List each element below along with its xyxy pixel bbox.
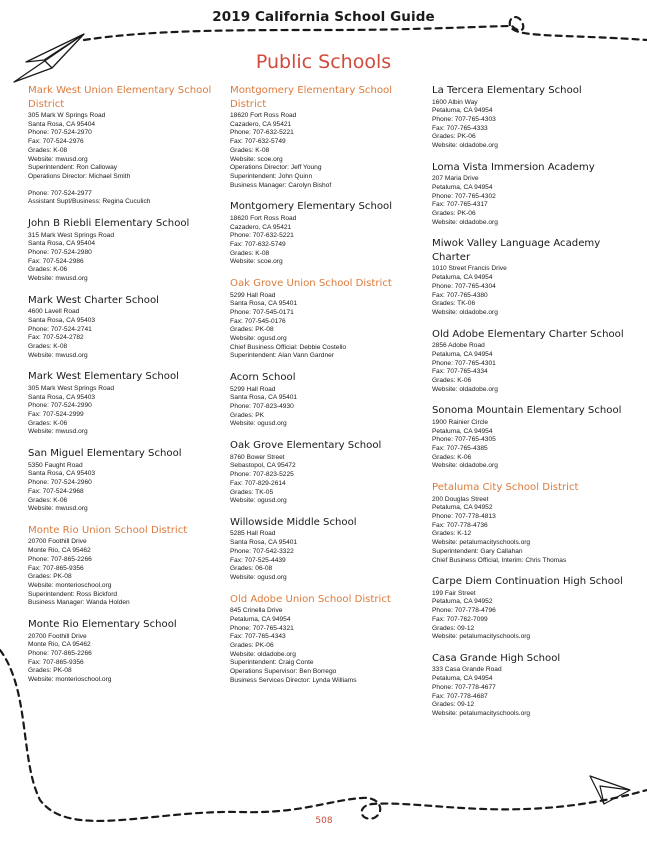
detail-line: Santa Rosa, CA 95401 (230, 539, 298, 547)
detail-line: Website: oldadobe.org (230, 650, 296, 658)
detail-line: Fax: 707-765-4380 (432, 291, 488, 299)
detail-line: Santa Rosa, CA 95404 (28, 240, 96, 248)
detail-line: Website: oldadobe.org (432, 142, 498, 150)
spacer (28, 182, 224, 190)
detail-line: Superintendent: Craig Conte (230, 659, 314, 667)
detail-line: Website: mwusd.org (28, 505, 88, 513)
school-entry (28, 447, 224, 514)
detail-line: Santa Rosa, CA 95401 (230, 394, 298, 402)
detail-line: Superintendent: Ross Bickford (28, 590, 118, 598)
detail-line: Grades: PK-08 (28, 573, 72, 581)
school-entry (28, 217, 224, 284)
detail-line: Website: petalumacityschools.org (432, 633, 531, 641)
detail-line: 8760 Bower Street (230, 453, 285, 461)
page-number: 508 (315, 816, 333, 826)
detail-line: 20700 Foothill Drive (28, 538, 87, 546)
detail-line: Cazadero, CA 95421 (230, 120, 292, 128)
detail-line: 207 Maria Drive (432, 175, 479, 183)
guide-title: 2019 California School Guide (212, 9, 435, 25)
detail-line: 845 Crinella Drive (230, 607, 283, 615)
column-1 (28, 84, 224, 695)
detail-line: 333 Casa Grande Road (432, 666, 502, 674)
detail-line: Grades: K-08 (230, 146, 270, 154)
detail-line: 199 Fair Street (432, 589, 476, 597)
district-name: Petaluma City School District (432, 482, 579, 494)
school-entry (230, 516, 426, 583)
detail-line: Grades: K-08 (28, 343, 68, 351)
school-name: Mark West Charter School (28, 294, 159, 306)
detail-line: Phone: 707-765-4302 (432, 192, 496, 200)
detail-line: Phone: 707-542-3322 (230, 547, 294, 555)
detail-line: Grades: PK-06 (432, 210, 476, 218)
detail-line: Website: mwusd.org (28, 351, 88, 359)
column-2 (230, 84, 426, 695)
detail-line: Website: ogusd.org (230, 335, 287, 343)
detail-line: Petaluma, CA 94954 (432, 274, 493, 282)
detail-line: Santa Rosa, CA 95404 (28, 120, 96, 128)
detail-line: Grades: 06-08 (230, 565, 273, 573)
detail-line: Monte Rio, CA 95462 (28, 641, 91, 649)
detail-line: Fax: 707-829-2614 (230, 479, 286, 487)
detail-line: Grades: K-06 (432, 376, 472, 384)
detail-line: Website: petalumacityschools.org (432, 709, 531, 717)
school-name: Casa Grande High School (432, 652, 561, 664)
detail-line: 200 Douglas Street (432, 495, 489, 503)
school-name: Willowside Middle School (230, 516, 357, 528)
district-name: Oak Grove Union School District (230, 278, 392, 290)
detail-line: Chief Business Official, Interim: Chris Thomas (432, 556, 567, 564)
detail-line: Website: oldadobe.org (432, 308, 498, 316)
detail-line: 5299 Hall Road (230, 291, 276, 299)
detail-line: Business Manager: Carolyn Bishof (230, 181, 332, 189)
school-entry (28, 294, 224, 361)
detail-line: Phone: 707-765-4303 (432, 115, 496, 123)
detail-line: Phone: 707-524-2990 (28, 402, 92, 410)
detail-line: Fax: 707-525-4439 (230, 556, 286, 564)
school-name: Montgomery Elementary School (230, 201, 393, 213)
detail-line: Business Services Director: Lynda Williams (230, 676, 357, 684)
detail-line: 2856 Adobe Road (432, 342, 485, 350)
detail-line: Website: petalumacityschools.org (432, 539, 531, 547)
detail-line: Santa Rosa, CA 95403 (28, 316, 96, 324)
detail-line: Grades: 09-12 (432, 624, 475, 632)
school-entry (28, 370, 224, 437)
detail-line: 1900 Rainier Circle (432, 418, 489, 426)
detail-line: Phone: 707-778-4677 (432, 683, 496, 691)
detail-line: Fax: 707-762-7099 (432, 615, 488, 623)
detail-line: Monte Rio, CA 95462 (28, 547, 91, 555)
detail-line: Phone: 707-632-5221 (230, 129, 294, 137)
detail-line: Fax: 707-524-2976 (28, 138, 84, 146)
detail-line: 1600 Albin Way (432, 98, 478, 106)
school-entry (432, 404, 628, 471)
detail-line: Phone: 707-524-2970 (28, 129, 92, 137)
district-entry (230, 84, 426, 190)
detail-line: Grades: 09-12 (432, 701, 475, 709)
detail-line: Fax: 707-765-4334 (432, 368, 488, 376)
school-name: Miwok Valley Language Academy Charter (432, 238, 601, 263)
school-entry (432, 328, 628, 395)
detail-line: Fax: 707-765-4343 (230, 633, 286, 641)
detail-line: Santa Rosa, CA 95403 (28, 470, 96, 478)
district-entry (28, 84, 224, 207)
detail-line: Fax: 707-524-2999 (28, 411, 84, 419)
detail-line: Superintendent: Ron Calloway (28, 164, 118, 172)
detail-line: Grades: PK-06 (432, 133, 476, 141)
detail-line: Superintendent: Alan Vann Gardner (230, 352, 334, 360)
detail-line: Fax: 707-765-4317 (432, 201, 488, 209)
detail-line: Santa Rosa, CA 95401 (230, 300, 298, 308)
district-entry (230, 593, 426, 686)
detail-line: Superintendent: Gary Callahan (432, 547, 523, 555)
school-name: La Tercera Elementary School (432, 85, 582, 96)
district-name: Montgomery Elementary School District (230, 85, 393, 110)
detail-line: Fax: 707-865-9356 (28, 564, 84, 572)
detail-line: Grades: K-08 (28, 146, 68, 154)
detail-line: Grades: PK-08 (230, 326, 274, 334)
detail-line: Grades: PK (230, 411, 265, 419)
paper-plane-bottom-icon (590, 776, 630, 804)
detail-line: Grades: PK-06 (230, 641, 274, 649)
school-name: Mark West Elementary School (28, 371, 179, 383)
district-name: Old Adobe Union School District (230, 593, 391, 605)
detail-line: Grades: K-12 (432, 530, 472, 538)
detail-line: Phone: 707-778-4813 (432, 513, 496, 520)
detail-line: Phone: 707-524-2960 (28, 479, 92, 487)
detail-line: Phone: 707-765-4304 (432, 282, 496, 290)
detail-line: Website: oldadobe.org (432, 218, 498, 226)
school-entry (432, 161, 628, 228)
detail-line: Phone: 707-765-4301 (432, 359, 496, 367)
detail-line: Petaluma, CA 94952 (432, 598, 493, 606)
detail-line: Fax: 707-524-2782 (28, 334, 84, 342)
detail-line: Phone: 707-765-4305 (432, 436, 496, 444)
detail-line: Website: ogusd.org (230, 420, 287, 428)
detail-line: Website: oldadobe.org (432, 385, 498, 393)
school-name: Oak Grove Elementary School (230, 440, 382, 452)
detail-line: Phone: 707-823-4930 (230, 403, 294, 411)
detail-line: Phone: 707-865-2266 (28, 649, 92, 657)
detail-line: Website: mwusd.org (28, 275, 88, 283)
detail-line: Website: ogusd.org (230, 497, 287, 505)
school-name: Carpe Diem Continuation High School (432, 576, 623, 588)
detail-line: Grades: K-06 (432, 453, 472, 461)
detail-line: 5350 Faught Road (28, 461, 83, 469)
detail-line: Operations Supervisor: Ben Borrego (230, 668, 337, 676)
detail-line: Grades: TK-05 (230, 488, 274, 496)
school-name: San Miguel Elementary School (28, 448, 182, 460)
section-title: Public Schools (255, 51, 392, 73)
school-name: Old Adobe Elementary Charter School (432, 328, 624, 340)
detail-line: 5285 Hall Road (230, 530, 276, 538)
detail-line: Website: oldadobe.org (432, 462, 498, 470)
detail-line: 315 Mark West Springs Road (28, 231, 115, 239)
detail-line: Website: scoe.org (230, 258, 283, 266)
detail-line: Phone: 707-823-5225 (230, 471, 294, 479)
detail-line: Santa Rosa, CA 95403 (28, 393, 96, 401)
detail-line: Petaluma, CA 94954 (432, 107, 493, 115)
detail-line: Website: monterioschool.org (28, 676, 112, 684)
detail-line: Fax: 707-632-5749 (230, 138, 286, 146)
detail-line: Phone: 707-524-2980 (28, 248, 92, 256)
detail-line: Phone: 707-865-2266 (28, 555, 92, 563)
detail-line: Phone: 707-524-2741 (28, 325, 92, 333)
detail-line: 1010 Street Francis Drive (432, 265, 507, 273)
district-entry (432, 481, 628, 565)
district-name: Mark West Union Elementary School District (28, 85, 212, 110)
district-name: Monte Rio Union School District (28, 524, 188, 536)
detail-line: Phone: 707-632-5221 (230, 232, 294, 240)
detail-line: Business Manager: Wanda Holden (28, 599, 130, 607)
detail-line: Website: mwusd.org (28, 155, 88, 163)
detail-line: Phone: 707-545-0171 (230, 308, 294, 316)
detail-line: 18620 Fort Ross Road (230, 112, 297, 119)
detail-line: Grades: K-06 (28, 266, 68, 274)
detail-line: Grades: K-06 (28, 419, 68, 427)
detail-line: Sebastopol, CA 95472 (230, 462, 296, 470)
detail-line: 305 Mark W Springs Road (28, 112, 106, 119)
school-name: Monte Rio Elementary School (28, 619, 177, 631)
detail-line: Petaluma, CA 94954 (432, 350, 493, 358)
school-entry (230, 439, 426, 506)
detail-line: Petaluma, CA 94954 (230, 615, 291, 623)
detail-line: Fax: 707-765-4385 (432, 444, 488, 452)
detail-line: Phone: 707-765-4321 (230, 624, 294, 632)
detail-line: 5299 Hall Road (230, 385, 276, 393)
school-name: John B Riebli Elementary School (28, 218, 190, 230)
detail-line: Website: mwusd.org (28, 428, 88, 436)
detail-line: Operations Director: Jeff Young (230, 164, 322, 172)
school-name: Acorn School (230, 372, 296, 384)
school-entry (432, 237, 628, 317)
detail-line: Chief Business Official: Debbie Costello (230, 343, 347, 351)
detail-line: Website: scoe.org (230, 155, 283, 163)
detail-line: Fax: 707-778-4687 (432, 692, 488, 700)
detail-line: Grades: K-08 (230, 249, 270, 257)
detail-line: Fax: 707-632-5749 (230, 240, 286, 248)
detail-line: Fax: 707-765-4333 (432, 124, 488, 132)
detail-line: Fax: 707-545-0176 (230, 317, 286, 325)
detail-line: 20700 Foothill Drive (28, 632, 87, 640)
district-entry (230, 277, 426, 361)
school-entry (230, 200, 426, 267)
detail-line: Website: monterioschool.org (28, 581, 112, 589)
detail-line: Superintendent: John Quinn (230, 172, 313, 180)
detail-line: Fax: 707-524-2968 (28, 487, 84, 495)
school-entry (432, 575, 628, 642)
detail-line: Fax: 707-778-4736 (432, 521, 488, 529)
detail-line: Operations Director: Michael Smith (28, 172, 131, 180)
school-entry (230, 371, 426, 429)
detail-line: Petaluma, CA 94954 (432, 183, 493, 191)
detail-line: 305 Mark West Springs Road (28, 384, 115, 392)
detail-line: Fax: 707-865-9356 (28, 658, 84, 666)
detail-line: Phone: 707-524-2977 (28, 189, 92, 197)
school-name: Sonoma Mountain Elementary School (432, 405, 622, 417)
detail-line: Assistant Supt/Business: Regina Cuculich (28, 198, 151, 206)
school-entry (432, 652, 628, 719)
detail-line: 18620 Fort Ross Road (230, 214, 297, 222)
detail-line: Fax: 707-524-2986 (28, 257, 84, 265)
school-name: Loma Vista Immersion Academy (432, 161, 595, 173)
detail-line: Grades: PK-08 (28, 667, 72, 675)
detail-line: Cazadero, CA 95421 (230, 223, 292, 231)
school-entry (432, 84, 628, 151)
detail-line: Petaluma, CA 94954 (432, 675, 493, 683)
detail-line: Petaluma, CA 94954 (432, 427, 493, 435)
detail-line: Grades: TK-06 (432, 300, 476, 308)
detail-line: Grades: K-06 (28, 496, 68, 504)
district-entry (28, 524, 224, 608)
detail-line: Phone: 707-778-4796 (432, 607, 496, 615)
detail-line: Website: ogusd.org (230, 573, 287, 581)
detail-line: Petaluma, CA 94952 (432, 504, 493, 512)
school-entry (28, 618, 224, 685)
column-3 (432, 84, 628, 729)
detail-line: 4600 Lavell Road (28, 308, 80, 316)
